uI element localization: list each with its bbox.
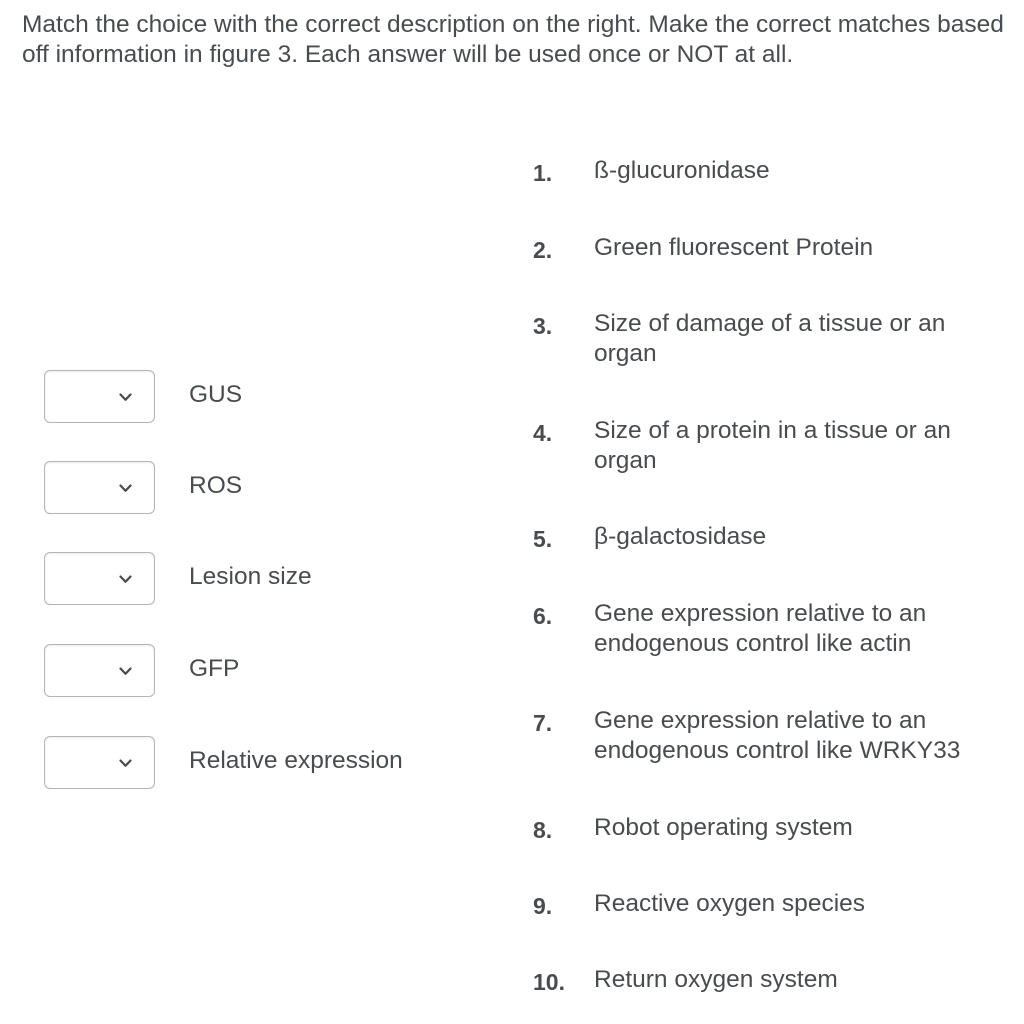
choice-label: Lesion size	[189, 563, 312, 590]
option-number: 5.	[533, 526, 553, 552]
choice-row-gus	[44, 370, 464, 426]
choice-row-relative-expression	[44, 736, 464, 792]
option-text: Size of damage of a tissue or an organ	[594, 310, 946, 367]
option-number: 3.	[533, 313, 553, 339]
match-select-gus[interactable]	[44, 370, 155, 423]
option-text: Robot operating system	[594, 814, 853, 841]
option-number: 4.	[533, 420, 553, 446]
choice-label: GUS	[189, 381, 243, 408]
option-text: ß-glucuronidase	[594, 157, 770, 184]
choice-row-gfp	[44, 644, 464, 700]
option-text: Reactive oxygen species	[594, 890, 866, 917]
option-text: β-galactosidase	[594, 523, 767, 550]
option-number: 10.	[533, 969, 565, 995]
choice-label: GFP	[189, 655, 240, 682]
option-number: 6.	[533, 603, 553, 629]
chevron-down-icon	[119, 667, 132, 676]
option-text: Size of a protein in a tissue or an organ	[594, 417, 951, 474]
option-number: 7.	[533, 710, 553, 736]
match-select-gfp[interactable]	[44, 644, 155, 697]
option-text: Gene expression relative to an endogenous control like WRKY33	[594, 707, 961, 764]
option-text: Return oxygen system	[594, 966, 838, 993]
choice-label: ROS	[189, 472, 243, 499]
match-select-relative-expression[interactable]	[44, 736, 155, 789]
option-number: 2.	[533, 237, 553, 263]
option-number: 1.	[533, 160, 553, 186]
option-number: 9.	[533, 893, 553, 919]
choice-row-lesion-size	[44, 552, 464, 608]
chevron-down-icon	[119, 393, 132, 402]
question-instructions: Match the choice with the correct description on the right. Make the correct matches based off information in figure 3. Each answer will be used once or NOT at all.	[22, 11, 1004, 68]
chevron-down-icon	[119, 575, 132, 584]
option-text: Green fluorescent Protein	[594, 234, 874, 261]
chevron-down-icon	[119, 484, 132, 493]
match-select-lesion-size[interactable]	[44, 552, 155, 605]
option-number: 8.	[533, 817, 553, 843]
option-text: Gene expression relative to an endogenous control like actin	[594, 600, 927, 657]
chevron-down-icon	[119, 759, 132, 768]
choice-label: Relative expression	[189, 747, 403, 774]
match-select-ros[interactable]	[44, 461, 155, 514]
choice-row-ros	[44, 461, 464, 517]
